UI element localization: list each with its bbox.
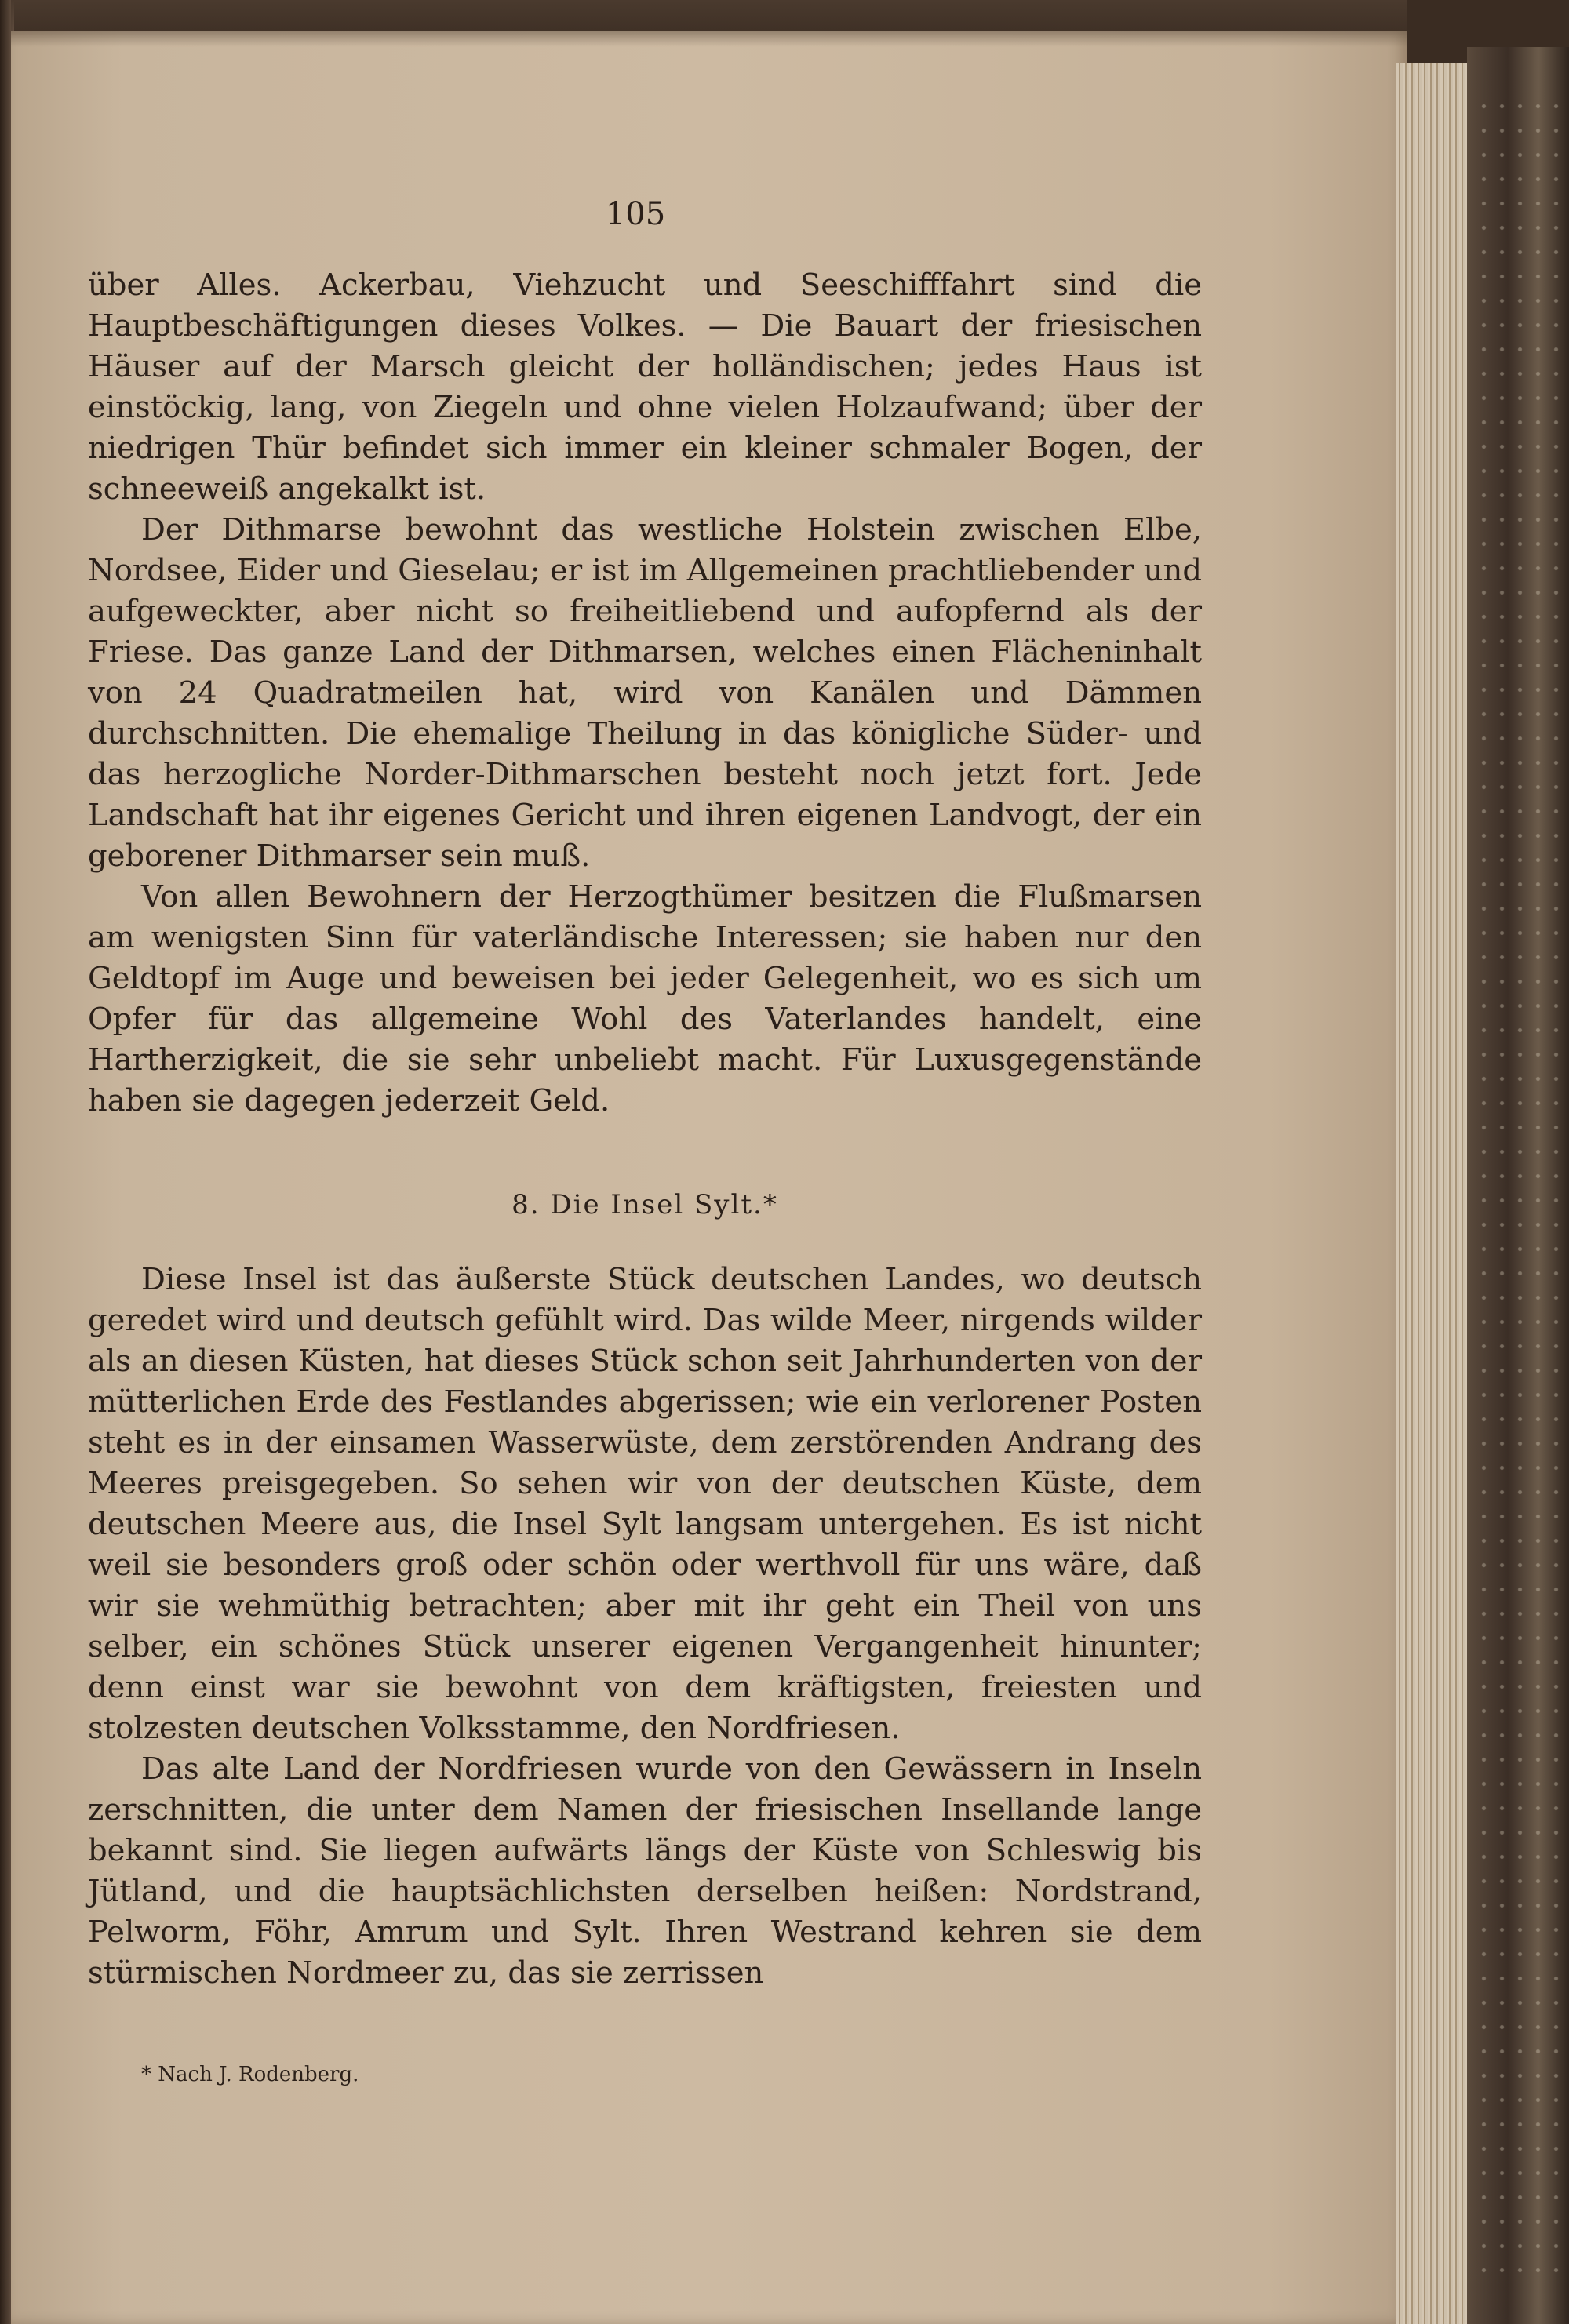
paragraph: Der Dithmarse bewohnt das westliche Holstein zwischen Elbe, Nordsee, Eider und Gieselau; er ist im Allgemeinen prachtliebender und aufgeweckter, aber nicht so freiheitliebend und aufopfernd als der Friese. Das ganze Land der Dithmarsen, welches einen Flächeninhalt von 24 Quadratmeilen hat, wird von Kanälen und Dämmen durchschnitten. Die ehemalige Theilung in das königliche Süder- und das herzogliche Norder-Dithmarschen besteht noch jetzt fort. Jede Landschaft hat ihr eigenes Gericht und ihren eigenen Landvogt, der ein geborener Dithmarser sein muß. — [88, 512, 1202, 874]
footnote: * Nach J. Rodenberg. — [141, 2063, 359, 2086]
cover-texture — [1475, 94, 1561, 2290]
page-number: 105 — [605, 196, 666, 232]
page-top-shadow — [11, 0, 1407, 47]
body-text — [88, 265, 1202, 1994]
section-heading: 8. Die Insel Sylt.* — [511, 1189, 778, 1220]
paragraph: Das alte Land der Nordfriesen wurde von den Gewässern in Inseln zerschnitten, die unter dem Namen der friesischen Insellande lange bekannt sind. Sie liegen aufwärts längs der Küste von Schleswig bis Jütland, und die hauptsächlichsten derselben heißen: Nordstrand, Pelworm, Föhr, Amrum und Sylt. Ihren Westrand kehren sie dem stürmischen Nordmeer zu, das sie zerrissen — [88, 1751, 1202, 1991]
paragraph: Von allen Bewohnern der Herzogthümer besitzen die Flußmarsen am wenigsten Sinn für vaterländische Interessen; sie haben nur den Geldtopf im Auge und beweisen bei jeder Gelegenheit, wo es sich um Opfer für das allgemeine Wohl des Vaterlandes handelt, eine Hartherzigkeit, die sie sehr unbeliebt macht. Für Luxusgegenstände haben sie dagegen jederzeit Geld. — [88, 879, 1202, 1118]
page-edges — [1396, 63, 1467, 2324]
paragraph: über Alles. Ackerbau, Viehzucht und Seeschifffahrt sind die Hauptbeschäftigungen dieses Volkes. — Die Bauart der friesischen Häuser auf der Marsch gleicht der holländischen; jedes Haus ist einstöckig, lang, von Ziegeln und ohne vielen Holzaufwand; über der niedrigen Thür befindet sich immer ein kleiner schmaler Bogen, der schneeweiß angekalkt ist. — [88, 267, 1202, 507]
paragraph: Diese Insel ist das äußerste Stück deutschen Landes, wo deutsch geredet wird und deutsch gefühlt wird. Das wilde Meer, nirgends wilder als an diesen Küsten, hat dieses Stück schon seit Jahrhunderten von der mütterlichen Erde des Festlandes abgerissen; wie ein verlorener Posten steht es in der einsamen Wasserwüste, dem zerstörenden Andrang des Meeres preisgegeben. So sehen wir von der deutschen Küste, dem deutschen Meere aus, die Insel Sylt langsam untergehen. Es ist nicht weil sie besonders groß oder schön oder werthvoll für uns wäre, daß wir sie wehmüthig betrachten; aber mit ihr geht ein Theil von uns selber, ein schönes Stück unserer eigenen Vergangenheit hinunter; denn einst war sie bewohnt von dem kräftigsten, freiesten und stolzesten deutschen Volksstamme, den Nordfriesen. — [88, 1262, 1202, 1746]
